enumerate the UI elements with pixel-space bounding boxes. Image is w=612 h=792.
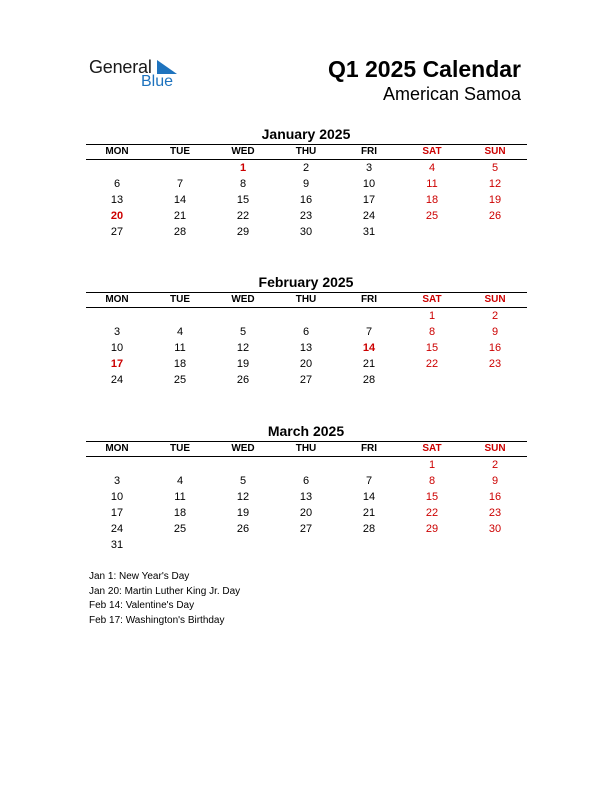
weekday-tue: TUE <box>170 294 190 305</box>
weekday-sat: SAT <box>422 146 442 157</box>
page-title: Q1 2025 Calendar <box>327 56 521 82</box>
holiday-note: Jan 1: New Year's Day <box>89 571 190 582</box>
day-cell: 2 <box>491 310 499 322</box>
day-cell: 23 <box>488 358 502 370</box>
weekday-sat: SAT <box>422 294 442 305</box>
day-cell: 15 <box>425 491 439 503</box>
day-cell: 21 <box>173 210 187 222</box>
day-cell: 11 <box>426 178 438 190</box>
day-grid <box>86 160 528 240</box>
weekday-fri: FRI <box>360 146 378 157</box>
day-cell: 19 <box>236 507 250 519</box>
day-cell: 31 <box>362 226 376 238</box>
day-cell: 26 <box>236 374 250 386</box>
day-cell: 27 <box>110 226 124 238</box>
empty-cell <box>149 160 212 176</box>
day-cell: 26 <box>488 210 502 222</box>
day-cell: 9 <box>302 178 310 190</box>
weekday-thu: THU <box>295 294 317 305</box>
empty-cell <box>149 457 212 473</box>
holiday-note: Feb 17: Washington's Birthday <box>89 614 225 626</box>
day-cell: 21 <box>362 358 376 370</box>
weekday-header <box>86 292 528 308</box>
day-cell: 23 <box>299 210 313 222</box>
day-cell: 3 <box>113 326 121 338</box>
day-cell: 25 <box>173 523 187 535</box>
day-cell: 5 <box>239 475 247 487</box>
day-cell: 20 <box>299 358 313 370</box>
day-cell: 29 <box>425 523 439 535</box>
day-cell: 24 <box>110 523 124 535</box>
weekday-fri: FRI <box>360 443 378 454</box>
weekday-header <box>86 441 528 457</box>
empty-cell <box>149 308 212 324</box>
day-cell: 7 <box>176 178 184 190</box>
day-cell: 12 <box>488 178 502 190</box>
day-cell: 16 <box>488 342 502 354</box>
day-cell: 30 <box>488 523 502 535</box>
day-cell: 14 <box>362 491 376 503</box>
day-cell: 18 <box>425 194 439 206</box>
day-cell: 22 <box>425 507 439 519</box>
empty-cell <box>338 308 401 324</box>
day-cell: 10 <box>110 342 124 354</box>
day-cell: 2 <box>302 162 310 174</box>
day-cell: 17 <box>110 358 124 370</box>
month-title: March 2025 <box>267 423 345 439</box>
day-cell: 31 <box>110 539 124 551</box>
day-grid <box>86 308 528 388</box>
day-cell: 13 <box>110 194 124 206</box>
weekday-fri: FRI <box>360 294 378 305</box>
day-cell: 13 <box>299 491 313 503</box>
day-cell: 1 <box>428 459 436 471</box>
weekday-sun: SUN <box>484 443 506 454</box>
day-cell: 22 <box>425 358 439 370</box>
day-cell: 12 <box>236 491 250 503</box>
empty-cell <box>86 457 149 473</box>
day-cell: 10 <box>110 491 124 503</box>
month-title: February 2025 <box>258 274 354 290</box>
holiday-note: Feb 14: Valentine's Day <box>89 600 195 611</box>
brand-logo <box>89 57 189 93</box>
day-cell: 3 <box>113 475 121 487</box>
month-block-january <box>85 125 527 240</box>
weekday-tue: TUE <box>170 146 190 157</box>
weekday-header <box>86 144 528 160</box>
month-title: January 2025 <box>261 126 351 142</box>
day-cell: 17 <box>110 507 124 519</box>
weekday-mon: MON <box>105 294 129 305</box>
day-cell: 16 <box>488 491 502 503</box>
day-cell: 27 <box>299 523 313 535</box>
day-cell: 20 <box>110 210 124 222</box>
day-cell: 14 <box>362 342 376 354</box>
day-cell: 25 <box>173 374 187 386</box>
weekday-sun: SUN <box>484 146 506 157</box>
empty-cell <box>212 457 275 473</box>
day-cell: 8 <box>428 475 436 487</box>
weekday-wed: WED <box>231 443 255 454</box>
page-subtitle: American Samoa <box>382 84 521 104</box>
day-cell: 19 <box>488 194 502 206</box>
weekday-wed: WED <box>231 146 255 157</box>
day-cell: 1 <box>239 162 247 174</box>
day-cell: 30 <box>299 226 313 238</box>
day-cell: 2 <box>491 459 499 471</box>
day-cell: 7 <box>365 475 373 487</box>
day-cell: 29 <box>236 226 250 238</box>
day-grid <box>86 457 528 553</box>
day-cell: 7 <box>365 326 373 338</box>
day-cell: 6 <box>302 475 310 487</box>
weekday-thu: THU <box>295 146 317 157</box>
day-cell: 21 <box>362 507 376 519</box>
day-cell: 11 <box>174 342 186 354</box>
weekday-wed: WED <box>231 294 255 305</box>
month-block-february <box>85 273 527 388</box>
day-cell: 17 <box>362 194 376 206</box>
day-cell: 22 <box>236 210 250 222</box>
weekday-sun: SUN <box>484 294 506 305</box>
day-cell: 16 <box>299 194 313 206</box>
day-cell: 12 <box>236 342 250 354</box>
day-cell: 27 <box>299 374 313 386</box>
day-cell: 23 <box>488 507 502 519</box>
day-cell: 5 <box>491 162 499 174</box>
day-cell: 4 <box>176 475 184 487</box>
weekday-tue: TUE <box>170 443 190 454</box>
day-cell: 18 <box>173 507 187 519</box>
day-cell: 25 <box>425 210 439 222</box>
empty-cell <box>275 308 338 324</box>
day-cell: 1 <box>428 310 436 322</box>
day-cell: 26 <box>236 523 250 535</box>
brand-name-general: General <box>89 57 152 77</box>
day-cell: 28 <box>173 226 187 238</box>
day-cell: 11 <box>174 491 186 503</box>
holiday-notes <box>89 570 240 628</box>
brand-name-blue: Blue <box>141 73 174 90</box>
empty-cell <box>212 308 275 324</box>
day-cell: 28 <box>362 374 376 386</box>
day-cell: 14 <box>173 194 187 206</box>
day-cell: 5 <box>239 326 247 338</box>
day-cell: 9 <box>491 475 499 487</box>
day-cell: 6 <box>302 326 310 338</box>
weekday-mon: MON <box>105 146 129 157</box>
weekday-sat: SAT <box>422 443 442 454</box>
empty-cell <box>86 160 149 176</box>
weekday-thu: THU <box>295 443 317 454</box>
day-cell: 20 <box>299 507 313 519</box>
day-cell: 13 <box>299 342 313 354</box>
day-cell: 10 <box>362 178 376 190</box>
day-cell: 24 <box>362 210 376 222</box>
day-cell: 8 <box>428 326 436 338</box>
day-cell: 24 <box>110 374 124 386</box>
day-cell: 8 <box>239 178 247 190</box>
month-block-march <box>85 422 527 553</box>
day-cell: 28 <box>362 523 376 535</box>
day-cell: 15 <box>425 342 439 354</box>
day-cell: 9 <box>491 326 499 338</box>
day-cell: 4 <box>176 326 184 338</box>
day-cell: 3 <box>365 162 373 174</box>
holiday-note: Jan 20: Martin Luther King Jr. Day <box>89 585 241 597</box>
day-cell: 18 <box>173 358 187 370</box>
day-cell: 15 <box>236 194 250 206</box>
weekday-mon: MON <box>105 443 129 454</box>
day-cell: 4 <box>428 162 436 174</box>
day-cell: 19 <box>236 358 250 370</box>
empty-cell <box>275 457 338 473</box>
day-cell: 6 <box>113 178 121 190</box>
empty-cell <box>86 308 149 324</box>
empty-cell <box>338 457 401 473</box>
